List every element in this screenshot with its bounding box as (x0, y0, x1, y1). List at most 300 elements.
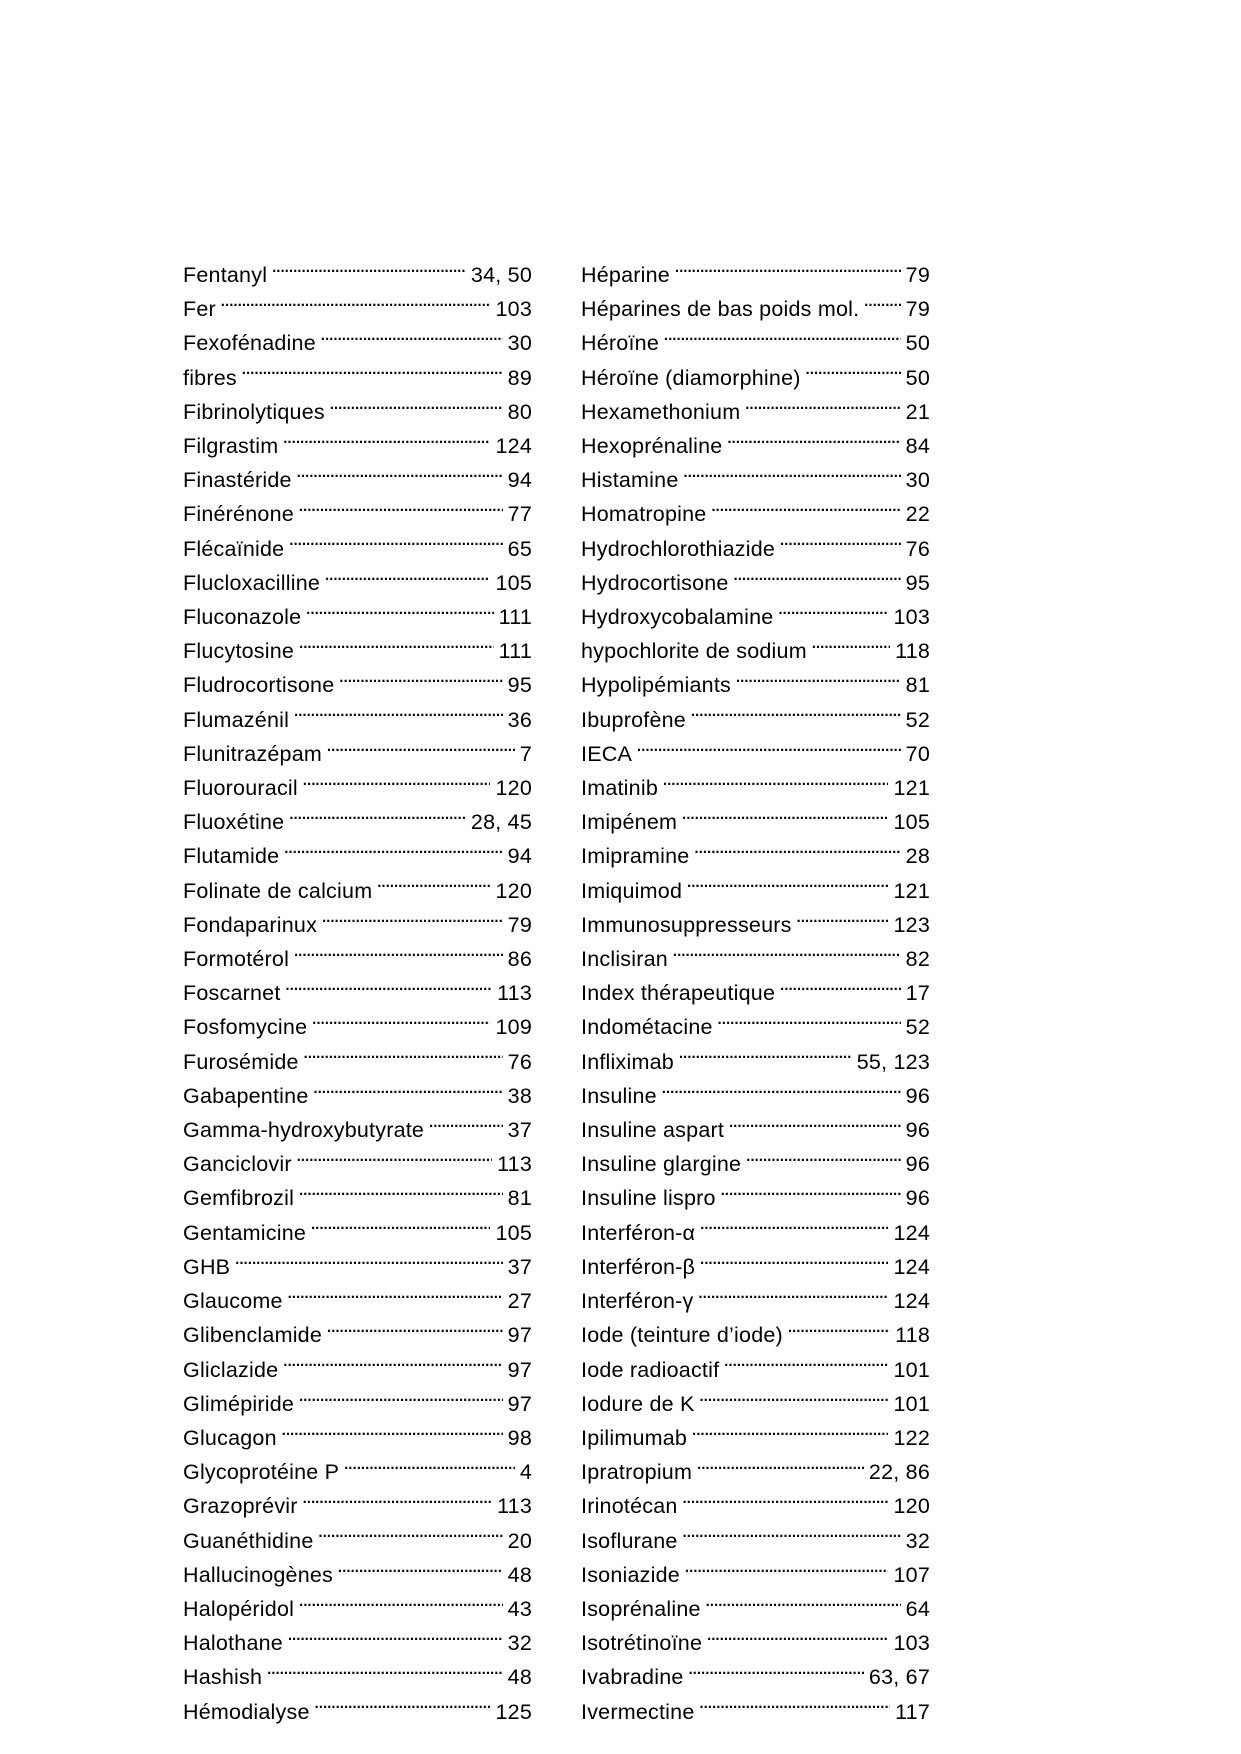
index-entry-dot-leader (241, 363, 503, 385)
index-entry-dot-leader (699, 1697, 891, 1719)
index-entry-term: IECA (581, 741, 633, 766)
index-entry-page-number: 97 (507, 1357, 532, 1382)
index-entry-dot-leader (694, 842, 901, 864)
index-entry (581, 1592, 930, 1626)
index-entry-dot-leader (282, 1355, 502, 1377)
index-entry-dot-leader (682, 1492, 889, 1514)
index-entry-dot-leader (674, 261, 901, 283)
index-entry (183, 976, 532, 1010)
index-entry-page-number: 48 (507, 1665, 532, 1690)
index-entry-page-number: 111 (498, 639, 532, 664)
index-entry-page-number: 27 (507, 1289, 532, 1314)
index-entry-dot-leader (285, 979, 493, 1001)
index-entry-page-number: 120 (495, 776, 532, 801)
index-entry-term: Gentamicine (183, 1220, 307, 1245)
index-entry-term: hypochlorite de sodium (581, 639, 807, 664)
index-entry-page-number: 17 (905, 981, 930, 1006)
index-entry-page-number: 103 (893, 605, 930, 630)
index-entry-dot-leader (690, 705, 901, 727)
index-entry (581, 1660, 930, 1694)
index-entry (581, 1113, 930, 1147)
index-entry-term: Isoflurane (581, 1528, 678, 1553)
index-entry-page-number: 124 (893, 1220, 930, 1245)
index-entry-page-number: 76 (905, 536, 930, 561)
index-entry (183, 942, 532, 976)
index-entry (183, 1695, 532, 1729)
index-entry-term: Gliclazide (183, 1357, 279, 1382)
index-entry-dot-leader (320, 329, 503, 351)
index-entry-term: Ivermectine (581, 1699, 695, 1724)
index-entry-term: Fibrinolytiques (183, 399, 325, 424)
index-entry-term: Flucloxacilline (183, 570, 321, 595)
index-entry-dot-leader (787, 1321, 890, 1343)
index-entry (183, 1318, 532, 1352)
index-entry-dot-leader (314, 1697, 491, 1719)
index-entry (183, 1524, 532, 1558)
index-entry-term: Iode radioactif (581, 1357, 720, 1382)
index-entry-dot-leader (283, 842, 502, 864)
index-entry-page-number: 86 (507, 947, 532, 972)
index-entry-term: Interféron-β (581, 1254, 696, 1279)
index-entry (183, 1489, 532, 1523)
index-entry-page-number: 109 (495, 1015, 532, 1040)
index-entry (581, 634, 930, 668)
index-entry-term: Héparines de bas poids mol. (581, 297, 860, 322)
index-entry-dot-leader (321, 910, 503, 932)
index-entry (183, 1387, 532, 1421)
index-entry-dot-leader (745, 1150, 900, 1172)
index-entry-page-number: 122 (893, 1425, 930, 1450)
index-entry-page-number: 79 (905, 297, 930, 322)
index-entry-page-number: 125 (495, 1699, 532, 1724)
index-entry (581, 976, 930, 1010)
index-entry-term: Filgrastim (183, 434, 279, 459)
index-entry (183, 1284, 532, 1318)
index-entry-dot-leader (310, 1218, 490, 1240)
index-entry-term: Irinotécan (581, 1494, 678, 1519)
index-entry-page-number: 22 (905, 502, 930, 527)
index-entry (183, 737, 532, 771)
index-entry (581, 908, 930, 942)
index-entry-term: Foscarnet (183, 981, 281, 1006)
index-entry-page-number: 50 (905, 365, 930, 390)
index-entry-dot-leader (723, 1355, 888, 1377)
index-entry-page-number: 98 (507, 1425, 532, 1450)
index-entry-term: Insuline (581, 1083, 657, 1108)
index-entry (183, 1558, 532, 1592)
index-entry (581, 839, 930, 873)
index-entry-page-number: 124 (893, 1254, 930, 1279)
index-entry (581, 361, 930, 395)
index-entry-page-number: 79 (905, 263, 930, 287)
index-entry-dot-leader (661, 1081, 901, 1103)
index-entry-page-number: 101 (893, 1391, 930, 1416)
index-entry-page-number: 50 (905, 331, 930, 356)
index-entry (183, 1592, 532, 1626)
index-entry-term: Isoprénaline (581, 1596, 701, 1621)
index-entry-page-number: 117 (895, 1699, 930, 1724)
index-entry-term: Glucagon (183, 1425, 277, 1450)
index-entry (183, 361, 532, 395)
index-entry-dot-leader (684, 1560, 889, 1582)
index-entry-term: Fer (183, 297, 216, 322)
index-entry (581, 1558, 930, 1592)
index-entry-term: Flucytosine (183, 639, 295, 664)
index-entry (581, 737, 930, 771)
index-entry (183, 703, 532, 737)
index-entry (183, 1079, 532, 1113)
index-entry-page-number: 96 (905, 1152, 930, 1177)
index-entry (183, 771, 532, 805)
index-entry-term: Ipratropium (581, 1460, 693, 1485)
index-entry-term: Infliximab (581, 1049, 674, 1074)
index-entry-term: fibres (183, 365, 237, 390)
index-entry (183, 532, 532, 566)
index-entry-dot-leader (376, 876, 490, 898)
index-entry-term: Hashish (183, 1665, 263, 1690)
index-entry-dot-leader (288, 534, 502, 556)
index-entry (581, 258, 930, 292)
index-entry-dot-leader (298, 1389, 503, 1411)
index-entry-dot-leader (305, 603, 493, 625)
index-entry-dot-leader (699, 1218, 888, 1240)
index-entry-dot-leader (311, 1013, 490, 1035)
index-entry-page-number: 101 (893, 1357, 930, 1382)
index-entry (581, 1079, 930, 1113)
index-entry (183, 1113, 532, 1147)
index-entry (183, 1045, 532, 1079)
index-entry-term: Halothane (183, 1631, 283, 1656)
index-entry-page-number: 84 (905, 434, 930, 459)
index-entry-page-number: 120 (893, 1494, 930, 1519)
index-entry-term: Finérénone (183, 502, 294, 527)
index-entry-term: Imiquimod (581, 878, 683, 903)
index-entry (183, 1455, 532, 1489)
index-entry-term: Ivabradine (581, 1665, 684, 1690)
index-entry-page-number: 52 (905, 1015, 930, 1040)
index-entry-dot-leader (735, 671, 901, 693)
index-entry-page-number: 64 (905, 1596, 930, 1621)
index-entry (581, 1489, 930, 1523)
index-entry-dot-leader (326, 1321, 503, 1343)
index-entry-term: Insuline glargine (581, 1152, 742, 1177)
index-entry-dot-leader (313, 1081, 503, 1103)
index-entry-page-number: 113 (497, 981, 532, 1006)
index-entry-page-number: 103 (893, 1631, 930, 1656)
index-entry-page-number: 4 (519, 1460, 532, 1485)
index-entry-term: Isoniazide (581, 1562, 680, 1587)
index-entry-term: Inclisiran (581, 947, 668, 972)
index-entry-term: Gabapentine (183, 1083, 309, 1108)
index-entry-dot-leader (682, 1526, 901, 1548)
index-entry-dot-leader (298, 500, 503, 522)
index-entry-dot-leader (710, 500, 900, 522)
index-entry-term: Furosémide (183, 1049, 299, 1074)
index-entry (581, 429, 930, 463)
index-entry (183, 874, 532, 908)
index-entry (183, 1181, 532, 1215)
index-entry-dot-leader (696, 1458, 864, 1480)
index-entry-dot-leader (234, 1252, 502, 1274)
index-entry-page-number: 89 (507, 365, 532, 390)
index-entry-page-number: 81 (507, 1186, 532, 1211)
index-entry-term: Fentanyl (183, 263, 268, 287)
index-entry-page-number: 94 (507, 844, 532, 869)
index-entry-term: Hydrocortisone (581, 570, 729, 595)
index-entry-page-number: 70 (905, 741, 930, 766)
index-entry-term: Indométacine (581, 1015, 713, 1040)
index-entry-dot-leader (796, 910, 889, 932)
index-entry-dot-leader (343, 1458, 515, 1480)
index-entry-page-number: 43 (507, 1596, 532, 1621)
index-entry (183, 805, 532, 839)
index-column-right (581, 258, 930, 1729)
index-entry-term: Imipénem (581, 810, 678, 835)
index-entry (183, 326, 532, 360)
index-entry-dot-leader (287, 1629, 503, 1651)
index-entry-dot-leader (281, 1423, 503, 1445)
index-entry-page-number: 124 (495, 434, 532, 459)
index-entry-dot-leader (678, 1047, 852, 1069)
index-entry (183, 463, 532, 497)
index-entry-dot-leader (220, 295, 491, 317)
index-entry (183, 1660, 532, 1694)
index-entry-term: Hexamethonium (581, 399, 741, 424)
index-entry (183, 1216, 532, 1250)
index-entry-term: Glimépiride (183, 1391, 295, 1416)
index-entry-dot-leader (662, 774, 888, 796)
index-entry-page-number: 97 (507, 1391, 532, 1416)
index-entry-term: Fluorouracil (183, 776, 298, 801)
index-entry-page-number: 118 (895, 1323, 930, 1348)
index-entry-term: Grazoprévir (183, 1494, 298, 1519)
index-entry-page-number: 103 (495, 297, 532, 322)
index-entry-dot-leader (326, 739, 515, 761)
index-entry (581, 1455, 930, 1489)
index-entry (183, 600, 532, 634)
index-entry-page-number: 121 (893, 776, 930, 801)
index-entry-term: GHB (183, 1254, 231, 1279)
index-entry-dot-leader (288, 808, 466, 830)
index-entry-dot-leader (296, 1150, 492, 1172)
index-entry-term: Iode (teinture d’iode) (581, 1323, 783, 1348)
index-entry-page-number: 63, 67 (868, 1665, 930, 1690)
index-entry-term: Guanéthidine (183, 1528, 314, 1553)
index-entry-page-number: 97 (507, 1323, 532, 1348)
index-entry (581, 1216, 930, 1250)
index-entry-dot-leader (636, 739, 901, 761)
index-entry-dot-leader (287, 1287, 503, 1309)
index-entry (581, 326, 930, 360)
index-entry-dot-leader (688, 1663, 864, 1685)
index-entry-term: Glibenclamide (183, 1323, 323, 1348)
index-entry-dot-leader (672, 945, 901, 967)
index-entry-page-number: 105 (495, 1220, 532, 1245)
index-entry-term: Isotrétinoïne (581, 1631, 703, 1656)
index-entry-page-number: 55, 123 (856, 1049, 930, 1074)
index-entry-term: Gamma-hydroxybutyrate (183, 1118, 425, 1143)
index-entry-page-number: 79 (507, 912, 532, 937)
index-entry-page-number: 48 (507, 1562, 532, 1587)
index-entry-dot-leader (777, 603, 888, 625)
index-entry (581, 395, 930, 429)
index-entry (581, 874, 930, 908)
index-entry-term: Interféron-γ (581, 1289, 694, 1314)
index-entry-term: Insuline lispro (581, 1186, 716, 1211)
index-entry-dot-leader (779, 534, 901, 556)
index-entry-page-number: 113 (497, 1152, 532, 1177)
index-entry-term: Flumazénil (183, 707, 290, 732)
index-entry (581, 1250, 930, 1284)
index-entry-dot-leader (699, 1252, 888, 1274)
index-entry-term: Glaucome (183, 1289, 283, 1314)
index-entry-dot-leader (691, 1423, 888, 1445)
index-entry-term: Hémodialyse (183, 1699, 310, 1724)
index-entry (183, 1010, 532, 1044)
index-entry-page-number: 95 (507, 673, 532, 698)
index-entry-term: Halopéridol (183, 1596, 295, 1621)
index-entry (183, 668, 532, 702)
index-entry-dot-leader (686, 876, 888, 898)
index-entry-page-number: 120 (495, 878, 532, 903)
index-entry-term: Flutamide (183, 844, 280, 869)
index-entry-term: Hypolipémiants (581, 673, 731, 698)
index-entry-term: Imatinib (581, 776, 659, 801)
index-entry-page-number: 65 (507, 536, 532, 561)
index-entry-dot-leader (744, 397, 900, 419)
index-entry-term: Fondaparinux (183, 912, 318, 937)
index-entry (581, 600, 930, 634)
index-entry (183, 1626, 532, 1660)
index-entry-dot-leader (698, 1287, 889, 1309)
index-entry-dot-leader (324, 568, 490, 590)
index-entry-term: Hexoprénaline (581, 434, 723, 459)
index-entry-dot-leader (699, 1389, 889, 1411)
index-entry (183, 839, 532, 873)
index-entry (581, 805, 930, 839)
index-entry-page-number: 32 (905, 1528, 930, 1553)
index-entry (183, 497, 532, 531)
index-entry-term: Interféron-α (581, 1220, 696, 1245)
index-entry-term: Fludrocortisone (183, 673, 335, 698)
index-entry-term: Histamine (581, 468, 679, 493)
index-entry-term: Immunosuppresseurs (581, 912, 792, 937)
index-entry-page-number: 111 (498, 605, 532, 630)
index-entry-term: Hydroxycobalamine (581, 605, 774, 630)
index-entry (581, 1387, 930, 1421)
index-entry-term: Iodure de K (581, 1391, 695, 1416)
index-entry (581, 1318, 930, 1352)
index-entry-page-number: 81 (905, 673, 930, 698)
index-entry (183, 1250, 532, 1284)
index-entry (183, 908, 532, 942)
index-entry (183, 566, 532, 600)
index-entry-page-number: 28 (905, 844, 930, 869)
index-entry-dot-leader (805, 363, 901, 385)
index-entry-term: Hydrochlorothiazide (581, 536, 776, 561)
index-entry-page-number: 30 (507, 331, 532, 356)
index-entry-dot-leader (298, 1594, 503, 1616)
index-entry (581, 1353, 930, 1387)
index-entry-page-number: 105 (893, 810, 930, 835)
index-entry-dot-leader (706, 1629, 888, 1651)
index-entry-page-number: 7 (519, 741, 532, 766)
index-entry (581, 942, 930, 976)
index-entry-term: Homatropine (581, 502, 707, 527)
index-entry-page-number: 96 (905, 1083, 930, 1108)
index-entry-page-number: 96 (905, 1186, 930, 1211)
index-entry (581, 292, 930, 326)
index-entry-page-number: 123 (893, 912, 930, 937)
index-entry-dot-leader (293, 945, 503, 967)
index-entry-dot-leader (811, 637, 890, 659)
index-entry (581, 1626, 930, 1660)
index-entry-dot-leader (717, 1013, 901, 1035)
index-entry (581, 1695, 930, 1729)
index-entry-term: Glycoprotéine P (183, 1460, 340, 1485)
index-entry-term: Imipramine (581, 844, 690, 869)
index-entry-page-number: 76 (507, 1049, 532, 1074)
index-entry-page-number: 118 (895, 639, 930, 664)
index-entry (581, 1147, 930, 1181)
index-entry-page-number: 113 (497, 1494, 532, 1519)
index-entry-dot-leader (338, 671, 502, 693)
index-entry-dot-leader (298, 1184, 503, 1206)
index-entry (183, 395, 532, 429)
index-entry-page-number: 34, 50 (470, 263, 532, 287)
index-entry-page-number: 37 (507, 1254, 532, 1279)
index-entry (581, 1284, 930, 1318)
index-entry-page-number: 96 (905, 1118, 930, 1143)
index-columns-container (183, 258, 1058, 1729)
index-entry-dot-leader (720, 1184, 901, 1206)
index-entry-page-number: 30 (905, 468, 930, 493)
index-entry (581, 463, 930, 497)
index-entry-term: Fluoxétine (183, 810, 285, 835)
index-entry-dot-leader (271, 261, 466, 283)
index-entry (183, 634, 532, 668)
index-entry-page-number: 52 (905, 707, 930, 732)
index-entry (581, 497, 930, 531)
index-entry-page-number: 77 (507, 502, 532, 527)
index-entry (581, 1524, 930, 1558)
index-entry (581, 771, 930, 805)
index-entry-term: Héroïne (581, 331, 659, 356)
index-entry (581, 532, 930, 566)
index-entry-dot-leader (863, 295, 900, 317)
index-entry-term: Ibuprofène (581, 707, 686, 732)
index-entry-dot-leader (663, 329, 901, 351)
index-entry-page-number: 82 (905, 947, 930, 972)
index-entry-page-number: 121 (893, 878, 930, 903)
index-entry-term: Finastéride (183, 468, 292, 493)
index-entry-dot-leader (298, 637, 494, 659)
index-entry-page-number: 22, 86 (868, 1460, 930, 1485)
index-entry-term: Index thérapeutique (581, 981, 776, 1006)
index-entry-dot-leader (293, 705, 503, 727)
index-entry (581, 1181, 930, 1215)
index-entry-term: Héroïne (diamorphine) (581, 365, 801, 390)
index-entry-term: Formotérol (183, 947, 290, 972)
index-entry-page-number: 94 (507, 468, 532, 493)
index-entry-dot-leader (303, 1047, 503, 1069)
index-entry (581, 1010, 930, 1044)
index-entry (581, 703, 930, 737)
index-entry-term: Ipilimumab (581, 1425, 688, 1450)
index-entry-term: Héparine (581, 263, 670, 287)
index-entry-page-number: 28, 45 (470, 810, 532, 835)
index-entry-term: Hallucinogènes (183, 1562, 334, 1587)
